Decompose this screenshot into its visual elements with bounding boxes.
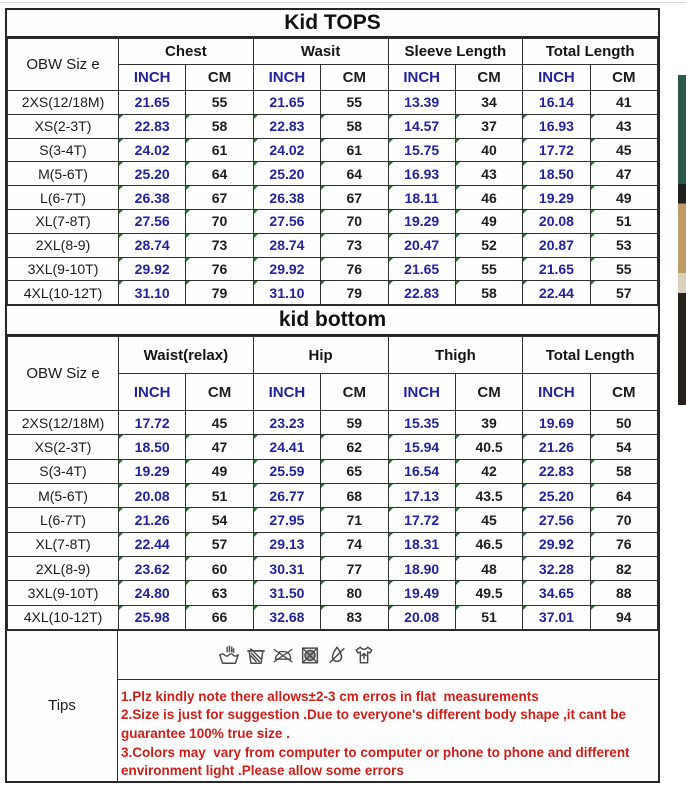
cm-value: 64 (590, 484, 657, 508)
table-row (8, 162, 658, 186)
tops-group-total-length: Total Length (523, 39, 658, 65)
size-label: 3XL(9-10T) (8, 257, 119, 281)
inch-value: 19.29 (119, 459, 186, 483)
cm-value: 49 (186, 459, 253, 483)
do-not-tumble-dry-icon (299, 643, 321, 667)
inch-value: 20.08 (523, 209, 590, 233)
inch-value: 31.10 (119, 281, 186, 305)
table-row (8, 508, 658, 532)
size-label: M(5-6T) (8, 484, 119, 508)
unit-inch: INCH (253, 65, 320, 91)
tops-group-row (8, 39, 658, 65)
inch-value: 14.57 (388, 114, 455, 138)
cm-value: 51 (590, 209, 657, 233)
size-label: 2XL(8-9) (8, 556, 119, 580)
cm-value: 59 (321, 411, 388, 435)
do-not-bleach-icon (326, 643, 348, 667)
wash-tub-icon (245, 643, 267, 667)
inch-value: 25.20 (253, 162, 320, 186)
inch-value: 22.83 (253, 114, 320, 138)
cm-value: 43 (455, 162, 522, 186)
unit-cm: CM (186, 65, 253, 91)
inch-value: 31.50 (253, 581, 320, 605)
inch-value: 19.49 (388, 581, 455, 605)
cm-value: 48 (455, 556, 522, 580)
table-row (8, 532, 658, 556)
cm-value: 45 (455, 508, 522, 532)
inch-value: 34.65 (523, 581, 590, 605)
inch-value: 18.50 (119, 435, 186, 459)
bottom-group-hip: Hip (253, 337, 388, 374)
inch-value: 31.10 (253, 281, 320, 305)
tops-header (8, 39, 658, 91)
inch-value: 16.54 (388, 459, 455, 483)
cm-value: 79 (321, 281, 388, 305)
inch-value: 27.56 (253, 209, 320, 233)
inch-value: 32.68 (253, 605, 320, 629)
tops-body (8, 91, 658, 305)
tops-table (7, 38, 658, 305)
inch-value: 26.38 (119, 186, 186, 210)
cm-value: 47 (590, 162, 657, 186)
cm-value: 52 (455, 233, 522, 257)
inch-value: 30.31 (253, 556, 320, 580)
unit-inch: INCH (253, 374, 320, 411)
table-row (8, 556, 658, 580)
inch-value: 22.83 (388, 281, 455, 305)
inch-value: 16.93 (388, 162, 455, 186)
inch-value: 18.50 (523, 162, 590, 186)
cm-value: 55 (321, 91, 388, 115)
unit-cm: CM (455, 65, 522, 91)
inch-value: 22.44 (119, 532, 186, 556)
size-label: 2XL(8-9) (8, 233, 119, 257)
inch-value: 28.74 (119, 233, 186, 257)
cm-value: 37 (455, 114, 522, 138)
inch-value: 17.13 (388, 484, 455, 508)
inch-value: 21.26 (523, 435, 590, 459)
inch-value: 19.29 (523, 186, 590, 210)
size-label: M(5-6T) (8, 162, 119, 186)
cm-value: 58 (590, 459, 657, 483)
cm-value: 67 (186, 186, 253, 210)
cm-value: 61 (321, 138, 388, 162)
size-label: 2XS(12/18M) (8, 91, 119, 115)
bottom-header (8, 337, 658, 411)
table-row (8, 459, 658, 483)
inch-value: 13.39 (388, 91, 455, 115)
table-row (8, 435, 658, 459)
tips-line-1: 1.Plz kindly note there allows±2-3 cm erros in flat measurements (121, 688, 539, 704)
inch-value: 15.35 (388, 411, 455, 435)
cm-value: 55 (590, 257, 657, 281)
unit-inch: INCH (523, 374, 590, 411)
hand-wash-icon (218, 643, 240, 667)
size-label: XL(7-8T) (8, 209, 119, 233)
unit-cm: CM (590, 65, 657, 91)
tops-group-waist: Wasit (253, 39, 388, 65)
size-label: 3XL(9-10T) (8, 581, 119, 605)
cm-value: 70 (321, 209, 388, 233)
cm-value: 76 (590, 532, 657, 556)
cm-value: 74 (321, 532, 388, 556)
inch-value: 23.62 (119, 556, 186, 580)
table-row (8, 411, 658, 435)
inch-value: 21.65 (523, 257, 590, 281)
size-label: XL(7-8T) (8, 532, 119, 556)
cm-value: 34 (455, 91, 522, 115)
inch-value: 24.02 (253, 138, 320, 162)
size-label: 4XL(10-12T) (8, 281, 119, 305)
inch-value: 15.75 (388, 138, 455, 162)
table-row (8, 581, 658, 605)
cm-value: 46 (455, 186, 522, 210)
tips-label: Tips (7, 631, 118, 781)
inch-value: 23.23 (253, 411, 320, 435)
cm-value: 55 (455, 257, 522, 281)
cm-value: 68 (321, 484, 388, 508)
inch-value: 19.69 (523, 411, 590, 435)
table-row (8, 91, 658, 115)
inch-value: 18.31 (388, 532, 455, 556)
care-icons-row (118, 631, 658, 680)
table-row (8, 257, 658, 281)
bottom-title: kid bottom (7, 305, 658, 336)
unit-inch: INCH (388, 374, 455, 411)
cm-value: 64 (321, 162, 388, 186)
inch-value: 17.72 (388, 508, 455, 532)
size-label: S(3-4T) (8, 138, 119, 162)
cm-value: 53 (590, 233, 657, 257)
cm-value: 43.5 (455, 484, 522, 508)
inch-value: 29.13 (253, 532, 320, 556)
inch-value: 32.28 (523, 556, 590, 580)
table-row (8, 484, 658, 508)
tops-title: Kid TOPS (7, 10, 658, 38)
cm-value: 57 (590, 281, 657, 305)
inch-value: 26.38 (253, 186, 320, 210)
tips-content (118, 631, 658, 781)
cm-value: 77 (321, 556, 388, 580)
cm-value: 61 (186, 138, 253, 162)
cm-value: 39 (455, 411, 522, 435)
top-edge-line (0, 2, 686, 3)
t-shirt-icon (353, 643, 375, 667)
inch-value: 22.83 (523, 459, 590, 483)
cm-value: 47 (186, 435, 253, 459)
inch-value: 21.65 (119, 91, 186, 115)
table-row (8, 209, 658, 233)
inch-value: 22.44 (523, 281, 590, 305)
cm-value: 45 (186, 411, 253, 435)
cm-value: 54 (590, 435, 657, 459)
cm-value: 66 (186, 605, 253, 629)
inch-value: 24.41 (253, 435, 320, 459)
inch-value: 20.47 (388, 233, 455, 257)
inch-value: 17.72 (119, 411, 186, 435)
cm-value: 76 (321, 257, 388, 281)
inch-value: 20.08 (119, 484, 186, 508)
inch-value: 25.98 (119, 605, 186, 629)
cm-value: 46.5 (455, 532, 522, 556)
bottom-group-total-length: Total Length (523, 337, 658, 374)
cm-value: 71 (321, 508, 388, 532)
inch-value: 27.95 (253, 508, 320, 532)
inch-value: 27.56 (523, 508, 590, 532)
inch-value: 15.94 (388, 435, 455, 459)
tops-corner-label: OBW Siz e (8, 39, 119, 91)
cm-value: 50 (590, 411, 657, 435)
unit-inch: INCH (119, 374, 186, 411)
inch-value: 20.08 (388, 605, 455, 629)
unit-inch: INCH (523, 65, 590, 91)
cm-value: 60 (186, 556, 253, 580)
cm-value: 65 (321, 459, 388, 483)
table-row (8, 186, 658, 210)
inch-value: 24.02 (119, 138, 186, 162)
inch-value: 17.72 (523, 138, 590, 162)
cm-value: 57 (186, 532, 253, 556)
bottom-corner-label: OBW Siz e (8, 337, 119, 411)
inch-value: 25.20 (523, 484, 590, 508)
table-row (8, 114, 658, 138)
unit-inch: INCH (388, 65, 455, 91)
cm-value: 43 (590, 114, 657, 138)
cropped-photo-strip (678, 75, 686, 405)
size-label: 2XS(12/18M) (8, 411, 119, 435)
cm-value: 49 (455, 209, 522, 233)
inch-value: 25.59 (253, 459, 320, 483)
cm-value: 73 (186, 233, 253, 257)
bottom-table (7, 336, 658, 630)
size-label: XS(2-3T) (8, 114, 119, 138)
inch-value: 29.92 (253, 257, 320, 281)
cm-value: 40 (455, 138, 522, 162)
cm-value: 70 (186, 209, 253, 233)
tops-group-sleeve-length: Sleeve Length (388, 39, 523, 65)
inch-value: 20.87 (523, 233, 590, 257)
size-label: XS(2-3T) (8, 435, 119, 459)
inch-value: 37.01 (523, 605, 590, 629)
inch-value: 29.92 (119, 257, 186, 281)
cm-value: 49 (590, 186, 657, 210)
unit-cm: CM (321, 65, 388, 91)
size-label: S(3-4T) (8, 459, 119, 483)
cm-value: 51 (186, 484, 253, 508)
inch-value: 27.56 (119, 209, 186, 233)
size-label: L(6-7T) (8, 508, 119, 532)
cm-value: 62 (321, 435, 388, 459)
cm-value: 82 (590, 556, 657, 580)
inch-value: 16.14 (523, 91, 590, 115)
do-not-iron-icon (272, 643, 294, 667)
cm-value: 73 (321, 233, 388, 257)
cm-value: 58 (321, 114, 388, 138)
cm-value: 83 (321, 605, 388, 629)
tops-group-chest: Chest (119, 39, 254, 65)
cm-value: 54 (186, 508, 253, 532)
size-label: L(6-7T) (8, 186, 119, 210)
cm-value: 67 (321, 186, 388, 210)
inch-value: 21.65 (388, 257, 455, 281)
cm-value: 94 (590, 605, 657, 629)
bottom-group-thigh: Thigh (388, 337, 523, 374)
cm-value: 80 (321, 581, 388, 605)
cm-value: 76 (186, 257, 253, 281)
unit-cm: CM (186, 374, 253, 411)
cm-value: 40.5 (455, 435, 522, 459)
cm-value: 51 (455, 605, 522, 629)
unit-cm: CM (455, 374, 522, 411)
unit-cm: CM (321, 374, 388, 411)
size-chart-sheet (5, 8, 660, 783)
cm-value: 49.5 (455, 581, 522, 605)
table-row (8, 605, 658, 629)
cm-value: 58 (186, 114, 253, 138)
cm-value: 64 (186, 162, 253, 186)
table-row (8, 233, 658, 257)
cm-value: 88 (590, 581, 657, 605)
cm-value: 79 (186, 281, 253, 305)
cm-value: 70 (590, 508, 657, 532)
size-label: 4XL(10-12T) (8, 605, 119, 629)
cm-value: 45 (590, 138, 657, 162)
cm-value: 42 (455, 459, 522, 483)
inch-value: 22.83 (119, 114, 186, 138)
cm-value: 63 (186, 581, 253, 605)
inch-value: 25.20 (119, 162, 186, 186)
inch-value: 19.29 (388, 209, 455, 233)
inch-value: 18.11 (388, 186, 455, 210)
inch-value: 28.74 (253, 233, 320, 257)
table-row (8, 281, 658, 305)
inch-value: 21.65 (253, 91, 320, 115)
inch-value: 18.90 (388, 556, 455, 580)
bottom-group-waist-relax: Waist(relax) (119, 337, 254, 374)
tips-text (118, 680, 658, 785)
bottom-body (8, 411, 658, 630)
inch-value: 21.26 (119, 508, 186, 532)
table-row (8, 138, 658, 162)
inch-value: 29.92 (523, 532, 590, 556)
cm-value: 58 (455, 281, 522, 305)
tips-section (7, 630, 658, 781)
cm-value: 41 (590, 91, 657, 115)
tips-line-3: 3.Colors may vary from computer to computer or phone to phone and different environment light .Please allow some errors (121, 744, 634, 779)
inch-value: 24.80 (119, 581, 186, 605)
unit-cm: CM (590, 374, 657, 411)
unit-inch: INCH (119, 65, 186, 91)
inch-value: 16.93 (523, 114, 590, 138)
tips-line-2: 2.Size is just for suggestion .Due to everyone's different body shape ,it cant be guarantee 100% true size . (121, 707, 630, 742)
cm-value: 55 (186, 91, 253, 115)
bottom-group-row (8, 337, 658, 374)
inch-value: 26.77 (253, 484, 320, 508)
